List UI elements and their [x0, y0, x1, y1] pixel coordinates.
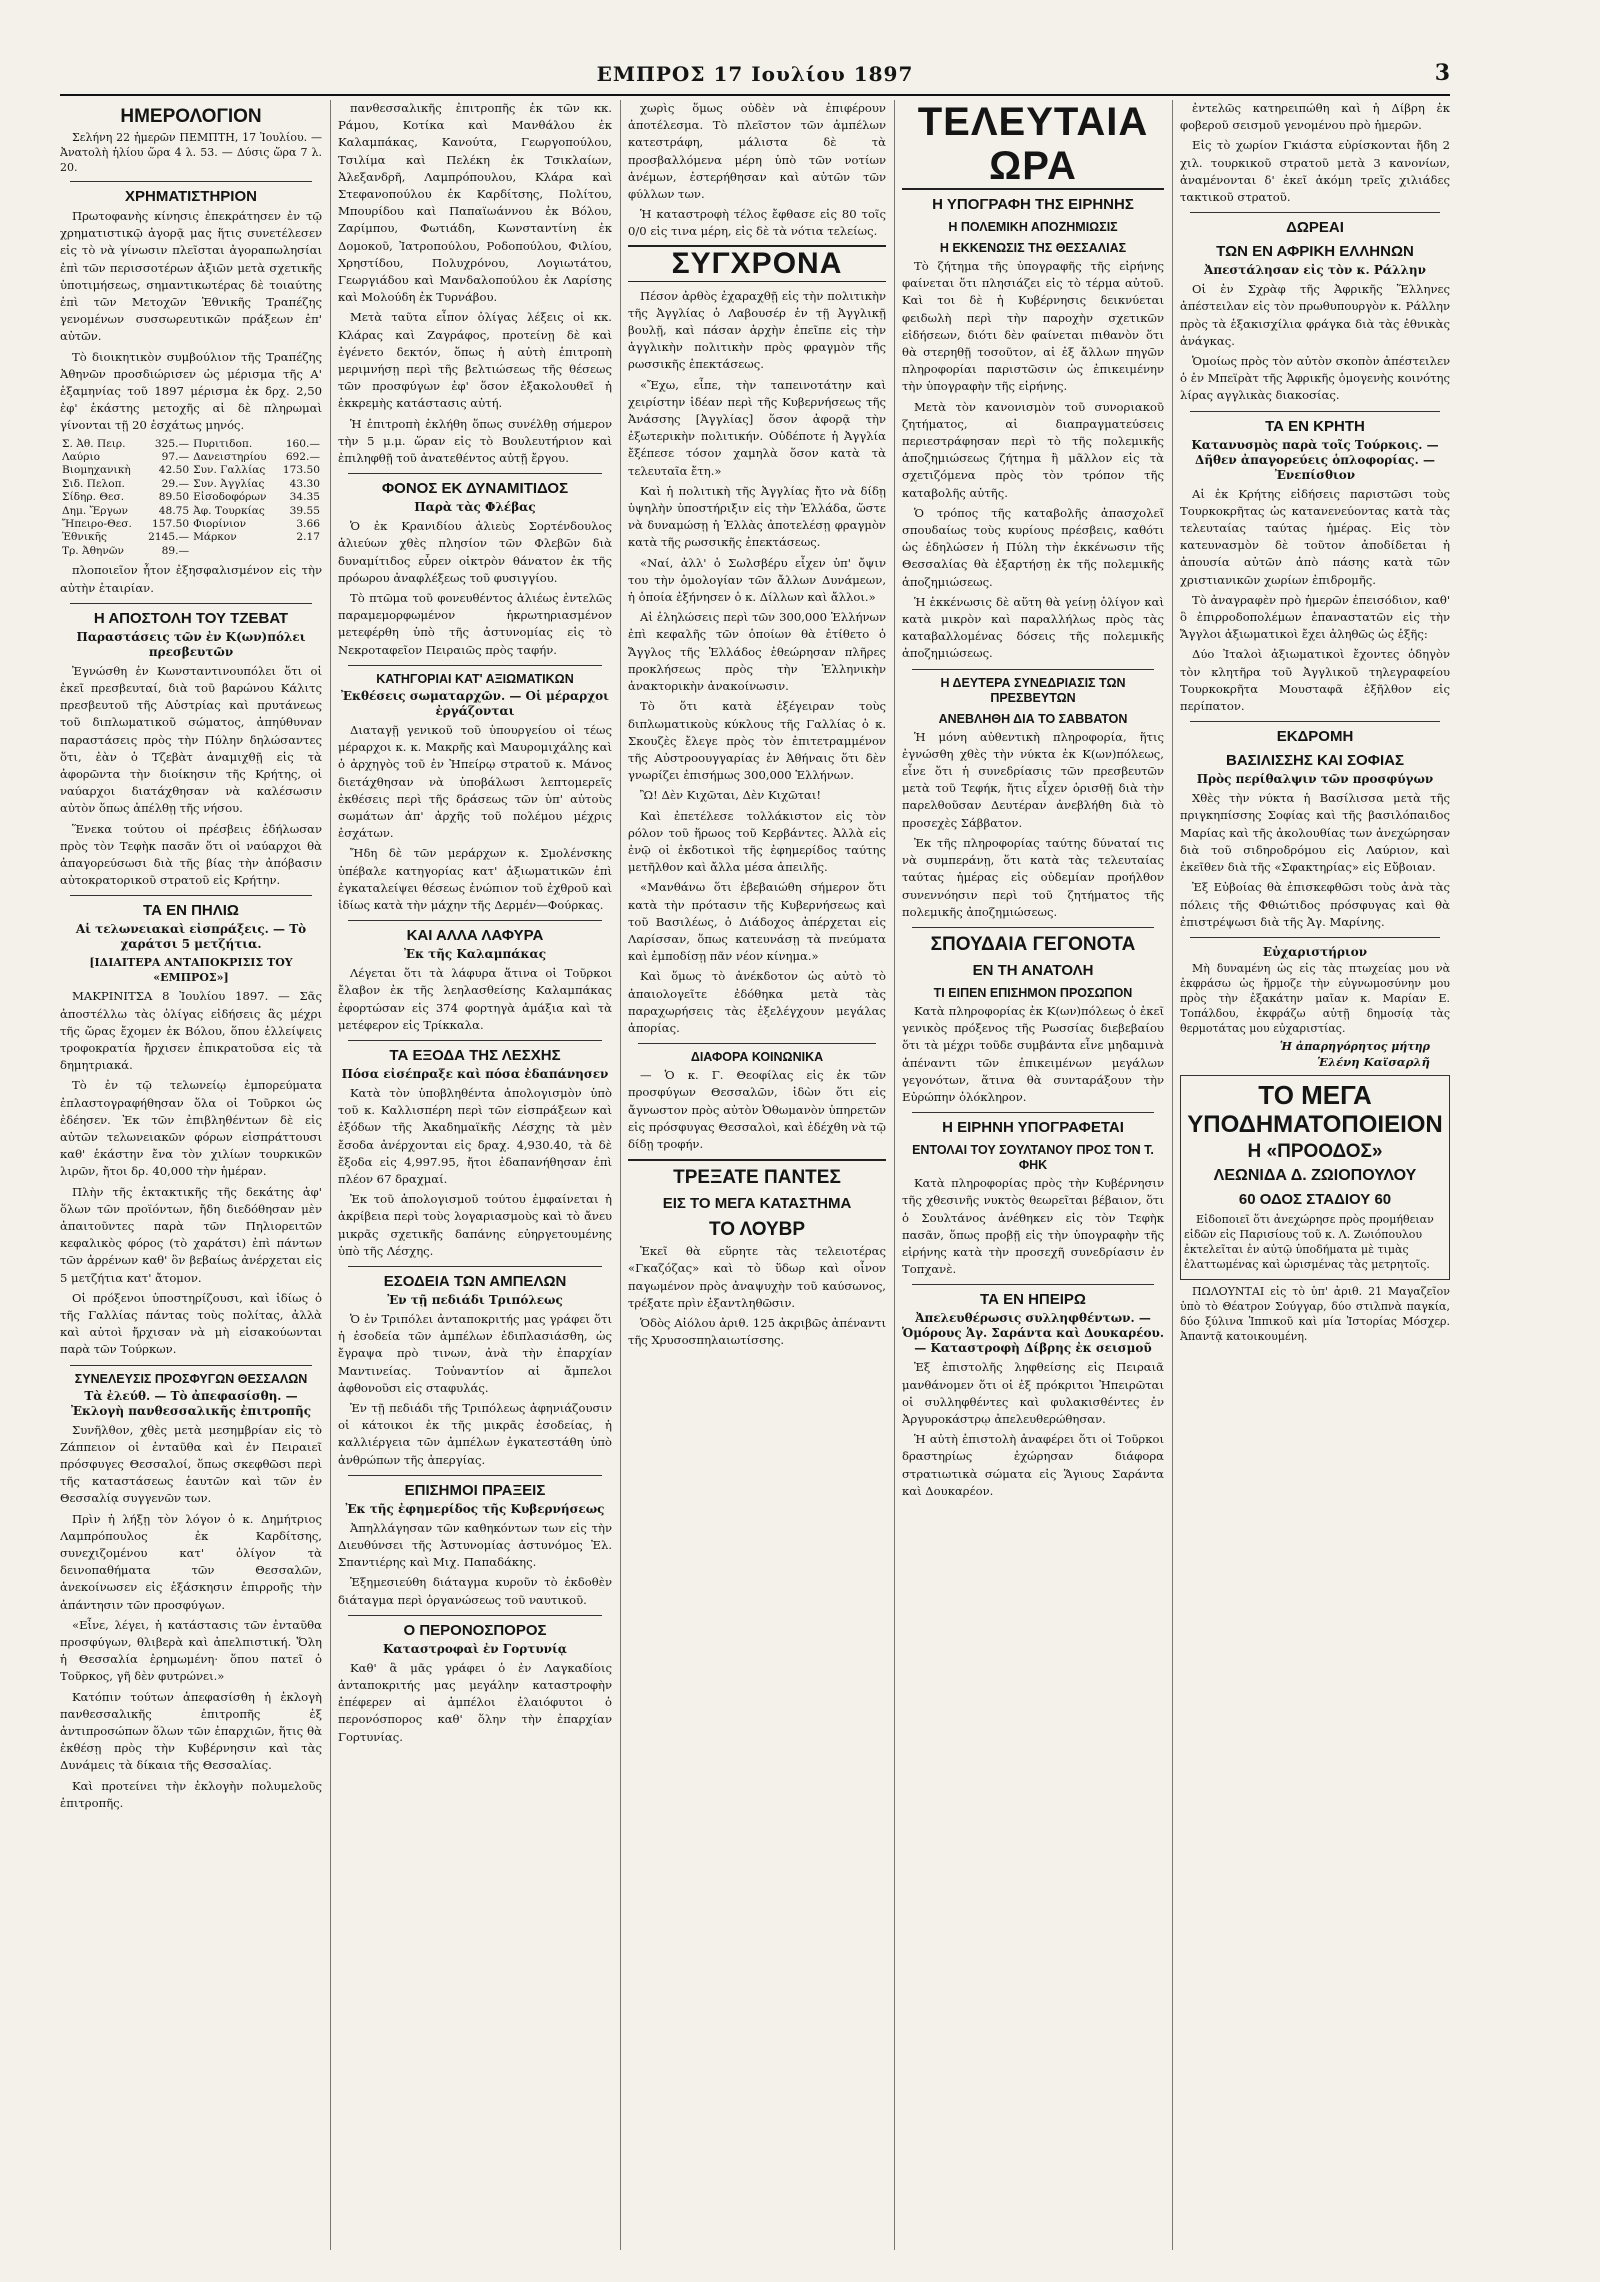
section-subheading: Καταστροφαὶ ἐν Γορτυνίᾳ [382, 1641, 568, 1656]
column-rule [330, 100, 331, 2250]
thanks-signature-name: Ἑλένη Καϊσαρλῆ [1317, 1055, 1430, 1070]
section-heading: ΤΑ ΕΝ ΚΡΗΤΗ [1265, 417, 1365, 435]
price-row [60, 531, 322, 544]
article-paragraph: Καὶ ἡ πολιτικὴ τῆς Ἀγγλίας ἤτο νὰ δίδῃ ὑψηλὴν ὑποστήριξιν εἰς τὴν Ἑλλάδα, ὥστε νὰ δυναμώσῃ ἡ Ἑλλὰς ἀποτελέσῃ φραγμὸν κατὰ τῆς ρωσσικῆς ἐπεκτάσεως. [628, 483, 886, 550]
column-3 [628, 100, 886, 2250]
ad-line: ΥΠΟΔΗΜΑΤΟΠΟΙΕΙΟΝ [1187, 1111, 1443, 1139]
divider [912, 1112, 1154, 1113]
price-label: Μάρκον [193, 531, 237, 544]
price-value: 3.66 [296, 518, 320, 531]
price-value: 89.— [161, 544, 190, 557]
article-paragraph: Τὸ ζήτημα τῆς ὑπογραφῆς τῆς εἰρήνης φαίνεται ὅτι πλησιάζει εἰς τὸ τέρμα αὐτοῦ. Καὶ τοι δὲ ἡ Κυβέρνησις δεικνύεται φειδωλὴ περὶ τὴν παροχὴν σχετικῶν εἰδήσεων, διότι δὲν φαίνεται πιθανὸν ὅτι θὰ στερηθῇ τοσοῦτον, αἱ ἐξ ἄλλων πηγῶν πληροφορίαι παριστῶσιν ὡς ἐπικειμένην τὴν ὑπογραφὴν τῆς εἰρήνης. [902, 259, 1164, 394]
price-value: 34.35 [289, 491, 320, 504]
price-row [60, 464, 322, 477]
price-table [60, 438, 322, 559]
section-heading: ΚΑΙ ΑΛΛΑ ΛΑΦΥΡΑ [406, 927, 544, 945]
divider [348, 1475, 602, 1476]
ad-heading: ΤΡΕΞΑΤΕ ΠΑΝΤΕΣ [673, 1167, 841, 1189]
divider [628, 1159, 886, 1161]
section-subheading: Ἐκ τῆς ἐφημερίδος τῆς Κυβερνήσεως [345, 1501, 605, 1516]
section-subheading: Τὰ ἐλεύθ. — Τὸ ἀπεφασίσθη. — Ἐκλογὴ πανθεσσαλικῆς ἐπιτροπῆς [71, 1388, 311, 1418]
article-paragraph: Αἱ ἐκ Κρήτης εἰδήσεις παριστῶσι τοὺς Τουρκοκρῆτας ὡς κατανενεύοντας κατὰ τὰς τελευταίας ταύτας ἡμέρας. Εἰς τὸν κατευνασμὸν δὲ τοῦτον ἀποδίδεται ἡ ἀπουσία αὐτῶν ἀπὸ πάσης κατὰ τῶν χριστιανικῶν χωρίων ἐπιδρομῆς. [1180, 486, 1450, 587]
price-label: Λαύριο [62, 451, 101, 464]
column-rule [1172, 100, 1173, 2250]
divider [348, 1040, 602, 1041]
thanks-signature-line: Ἡ ἀπαρηγόρητος μήτηρ [1279, 1040, 1430, 1054]
price-row [60, 478, 322, 491]
column-4 [902, 100, 1164, 2250]
section-subheading: ΕΝΤΟΛΑΙ ΤΟΥ ΣΟΥΛΤΑΝΟΥ ΠΡΟΣ ΤΟΝ Τ. ΦΗΚ [912, 1143, 1154, 1173]
article-paragraph: Κατὰ πληροφορίας πρὸς τὴν Κυβέρνησιν τῆς χθεσινῆς νυκτὸς θεωρεῖται βέβαιον, ὅτι ὁ Σουλτάνος ἀνέθηκεν εἰς τὸν Τεφὴκ πασᾶν, ὅπως προβῇ εἰς τὴν ὑπογραφὴν τῆς εἰρήνης κατὰ τὴν προσεχῆ συνεδρίασιν ἐν Τοπχανὲ. [902, 1176, 1164, 1277]
price-value: 97.— [161, 451, 190, 464]
article-paragraph: ἐντελῶς κατηρειπώθη καὶ ἡ Δίβρη ἐκ φοβεροῦ σεισμοῦ γενομένου πρὸ ἡμερῶν. [1180, 101, 1450, 133]
section-heading: ΣΥΝΕΛΕΥΣΙΣ ΠΡΟΣΦΥΓΩΝ ΘΕΣΣΑΛΩΝ [74, 1371, 308, 1386]
ad-subheading: ΤΟ ΛΟΥΒΡ [708, 1219, 806, 1241]
ad-text: Ἐκεῖ θὰ εὕρητε τὰς τελειοτέρας «Γκαζόζας» καὶ τὸ ὕδωρ καὶ οἶνον παγωμένον πρὸς ἀναψυχὴν τοῦ καύσωνος, τρέξατε πρὶν ἐξαντληθῶσιν. [628, 1244, 886, 1310]
section-subheading: Η ΥΠΟΓΡΑΦΗ ΤΗΣ ΕΙΡΗΝΗΣ [932, 196, 1134, 213]
divider [638, 1043, 876, 1044]
section-heading: ΤΑ ΕΞΟΔΑ ΤΗΣ ΛΕΣΧΗΣ [389, 1046, 561, 1064]
section-subheading: Ἐκ τῆς Καλαμπάκας [403, 947, 547, 962]
article-paragraph: Ἐξ Εὐβοίας θὰ ἐπισκεφθῶσι τοὺς ἀνὰ τὰς πόλεις τῆς Φθιώτιδος πρόσφυγας καὶ θὰ ἐπιστρέψωσι διὰ τῆς Ἀγ. Μαρίνης. [1180, 880, 1450, 929]
article-paragraph: Κατόπιν τούτων ἀπεφασίσθη ἡ ἐκλογὴ πανθεσσαλικῆς ἐπιτροπῆς ἐξ ἀντιπροσώπων ὅλων τῶν ἐπαρχιῶν, ἥτις θὰ ἐκθέσῃ πρὸς τὴν Κυβέρνησιν καὶ τὰς Δυνάμεις τὰ δίκαια τῆς Θεσσαλίας. [60, 1689, 322, 1773]
article-paragraph: Πέσον ἀρθὸς ἐχαραχθῇ εἰς τὴν πολιτικὴν τῆς Ἀγγλίας ὁ Λαβουσέρ ἐν τῇ Ἀγγλικῇ βουλῇ, καὶ πάσαν ἀρχὴν ἐπεῖπε εἰς τὴν ἀγγλικὴν πολιτικὴν πρὸς φραγμὸν τῆς ρωσσικῆς ἐπεκτάσεως. [628, 288, 886, 372]
article-paragraph: ΜΑΚΡΙΝΙΤΣΑ 8 Ἰουλίου 1897. — Σᾶς ἀποστέλλω τὰς ὀλίγας εἰδήσεις ἃς μέχρι τῆς ὥρας ἔχομεν ἐκ Βόλου, ὅπου ἐλλείψεις τροφοκρατία ἤρχισεν ἐπικρατοῦσα εἰς τὰ δημητριακά. [60, 989, 322, 1073]
section-heading: ΔΙΑΦΟΡΑ ΚΟΙΝΩΝΙΚΑ [690, 1050, 824, 1065]
price-label: Σιδ. Πελοπ. [62, 477, 125, 490]
price-value: 2145.— [148, 531, 190, 544]
calendar-heading: ΗΜΕΡΟΛΟΓΙΟΝ [120, 106, 262, 127]
divider [912, 927, 1154, 928]
price-value: 43.30 [289, 477, 320, 490]
divider [70, 181, 312, 182]
article-paragraph: Κατὰ τὸν ὑποβληθέντα ἀπολογισμὸν ὑπὸ τοῦ κ. Καλλισπέρη περὶ τῶν εἰσπράξεων καὶ ἐξόδων τῆς Ἀκαδημαϊκῆς Λέσχης τὰ μὲν ἔσοδα ἀνέρχονται εἰς δραχ. 4,930.40, τὰ δὲ ἔξοδα εἰς 4,997.95, ἤτοι ἐδαπανήθησαν ἐπὶ πλέον 67 δραχμαί. [338, 1085, 612, 1186]
divider [1190, 411, 1440, 412]
column-rule [894, 100, 895, 2250]
article-paragraph: Ἐκ τοῦ ἀπολογισμοῦ τούτου ἐμφαίνεται ἡ ἀκρίβεια περὶ τοὺς λογαριασμοὺς καὶ τὸ ἄνευ μικρᾶς σχετικῆς δαπάνης εὐηργετουμένης ὑπὸ τῆς Λέσχης. [338, 1192, 612, 1258]
price-value: 29.— [161, 477, 190, 490]
price-value: 692.— [285, 451, 320, 464]
article-paragraph: Ὢ! Δὲν Κιχῶται, Δὲν Κιχῶται! [640, 788, 822, 803]
price-value: 173.50 [282, 464, 320, 477]
article-paragraph: Ἐκ τῆς πληροφορίας ταύτης δύναταί τις νὰ συμπεράνῃ, ὅτι κατὰ τὰς τελευταίας ταύτας ἡμέρας εἰς οὐδεμίαν προήλθον συνεννόησιν περὶ τοῦ ζητήματος τῆς πολεμικῆς ἀποζημιώσεως. [902, 835, 1164, 919]
article-paragraph: Πρὶν ἡ λήξῃ τὸν λόγον ὁ κ. Δημήτριος Λαμπρόπουλος ἐκ Καρδίτσης, συνεχιζομένου κατ' ὀλίγον τὰ δεινοπαθήματα τῶν Θεσσαλῶν, ἀνεκοίνωσεν εἰς ἐξάσκησιν ἐπιρροῆς τὴν ἀπάντησιν τῶν προσφύγων. [60, 1511, 322, 1612]
article-paragraph: Ἡ ἐκκένωσις δὲ αὕτη θὰ γείνῃ ὀλίγον καὶ κατὰ μικρὸν καὶ παραλλήλως πρὸς τὰς καταβαλλομένας δόσεις τῆς πολεμικῆς ἀποζημιώσεως. [902, 594, 1164, 661]
divider [348, 473, 602, 474]
price-value [277, 545, 322, 558]
price-row [60, 545, 322, 558]
section-heading: ΤΑ ΕΝ ΗΠΕΙΡΩ [980, 1291, 1086, 1309]
price-label [191, 545, 277, 558]
section-subheading: Ἐκθέσεις σωματαρχῶν. — Οἱ μέραρχοι ἐργάζονται [341, 688, 609, 718]
article-paragraph: Ἤδη δὲ τῶν μεράρχων κ. Σμολένσκης ὑπέβαλε κατηγορίας κατ' ἀξιωματικῶν ἐπὶ ἐγκαταλείψει θέσεως ἐνώπιον τοῦ ἐχθροῦ καὶ ἰδίως κατὰ τὴν μάχην τῆς Δερμέν—Φούρκας. [338, 846, 612, 912]
divider [912, 1284, 1154, 1285]
price-label: Σίδηρ. Θεσ. [62, 491, 125, 504]
column-rule [620, 100, 621, 2250]
price-label: Συν. Ἀγγλίας [193, 477, 265, 490]
section-subheading: ΕΝ ΤΗ ΑΝΑΤΟΛΗ [972, 961, 1094, 979]
price-value: 160.— [285, 437, 320, 450]
section-heading: ΔΩΡΕΑΙ [1286, 219, 1344, 237]
ad-line: Η «ΠΡΟΟΔΟΣ» [1247, 1141, 1383, 1163]
divider [70, 895, 312, 896]
thanks-heading: Εὐχαριστήριον [1262, 944, 1368, 959]
price-label: Δανειστηρίου [193, 451, 267, 464]
price-row [60, 518, 322, 531]
article-paragraph: Ἐν τῇ πεδιάδι τῆς Τριπόλεως ἀφηνιάζουσιν οἱ κάτοικοι ἐκ τῆς μικρᾶς ἐσοδείας, ἡ καλλιέργεια τῶν ἀμπέλων ἐγκατεστάθη ὑπὸ ἀνθρώπων τῆς ἀπεργίας. [338, 1400, 612, 1467]
article-paragraph: Δύο Ἰταλοὶ ἀξιωματικοὶ ἔχοντες ὁδηγὸν τὸν κλητῆρα τοῦ Ἀγγλικοῦ τηλεγραφείου Τουρκοκρῆτα Μουσταφᾶ ἐξῆλθον εἰς περίπατον. [1180, 647, 1450, 714]
section-subheading: [ΙΔΙΑΙΤΕΡΑ ΑΝΤΑΠΟΚΡΙΣΙΣ ΤΟΥ «ΕΜΠΡΟΣ»] [89, 956, 293, 985]
price-label: Τρ. Ἀθηνῶν [62, 544, 124, 557]
article-paragraph: Κατὰ πληροφορίας ἐκ Κ(ων)πόλεως ὁ ἐκεῖ γενικὸς πρόξενος τῆς Ρωσσίας διεβεβαίου ὅτι τὰ μέχρι τοῦδε συμβάντα εἶνε μηδαμινὰ ἀπέναντι τῶν ἐπικειμένων μεγάλων γεγονότων, ἅτινα θὰ συνταράξουν τὴν Εὐρώπην ὁλόκληρον. [902, 1003, 1164, 1104]
calendar-text: Σελήνη 22 ἡμερῶν ΠΕΜΠΤΗ, 17 Ἰουλίου. — Ἀνατολὴ ἡλίου ὥρα 4 λ. 53. — Δύσις ὥρα 7 λ. 20. [60, 131, 322, 174]
article-paragraph: Πλὴν τῆς ἐκτακτικῆς τῆς δεκάτης ἀφ' ὅλων τῶν προϊόντων, ἤδη διεδόθησαν μὲν ἀπαιτοῦντες παρὰ τῶν Πηλιορειτῶν κεφαλικὸς φόρος (τὸ χαράτσι) ἐπὶ πάντων τῶν ἀρρένων καθ' ὃν βεβαίως ἀνέρχεται εἰς 5 μετζήτια κατ' ἄτομον. [60, 1184, 322, 1285]
section-heading: ΕΠΙΣΗΜΟΙ ΠΡΑΞΕΙΣ [404, 1481, 546, 1499]
section-heading: ΦΟΝΟΣ ΕΚ ΔΥΝΑΜΙΤΙΔΟΣ [381, 480, 569, 498]
classified-text: ΠΩΛΟΥΝΤΑΙ εἰς τὸ ὑπ' ἀριθ. 21 Μαγαζεῖον ὑπὸ τὸ Θέατρον Σούγγαρ, δύο στιλπνὰ παγκία, δύο ξύλινα Ἱππικοῦ καὶ μία Ἱστορίας Μόσχερ. Ἀπαντᾷ κατοικουμένη. [1180, 1285, 1450, 1344]
article-paragraph: Ἡ ἐπιτροπὴ ἐκλήθη ὅπως συνέλθῃ σήμερον τὴν 5 μ.μ. ὥραν εἰς τὸ Βουλευτήριον καὶ ἐπιληφθῇ τοῦ ἀνατεθέντος αὐτῇ ἔργου. [338, 416, 612, 466]
article-paragraph: Καὶ προτείνει τὴν ἐκλογὴν πολυμελοῦς ἐπιτροπῆς. [60, 1778, 322, 1810]
divider [1190, 721, 1440, 722]
article-paragraph: Ἀπηλλάγησαν τῶν καθηκόντων των εἰς τὴν Διευθύνσει τῆς Ἀστυνομίας ἀστυνόμος Ἐλ. Σπαντιέρης καὶ Μιχ. Παπαδάκης. [338, 1520, 612, 1570]
price-label: Συν. Γαλλίας [193, 464, 266, 477]
syghrona-heading: ΣΥΓΧΡΟΝΑ [628, 245, 886, 282]
price-label: Ἤπειρο-Θεσ. [62, 518, 132, 531]
article-paragraph: Ἡ αὐτὴ ἐπιστολὴ ἀναφέρει ὅτι οἱ Τοῦρκοι δραστηρίως ἐχώρησαν διάφορα στρατιωτικὰ σώματα εἰς Ἅγιους Σαράντα καὶ Δουκαρέον. [902, 1432, 1164, 1498]
section-subheading: Παραστάσεις τῶν ἐν Κ(ων)πόλει πρεσβευτῶν [76, 629, 306, 659]
article-paragraph: Ἐγνώσθη ἐν Κωνσταντινουπόλει ὅτι οἱ ἐκεῖ πρεσβευταί, διὰ τοῦ βαρώνου Κάλιτς πρεσβευτοῦ τῆς Αὐστρίας καὶ πρυτάνεως τοῦ διπλωματικοῦ σώματος, ἀπηύθυναν παραστάσεις πρὸς τὴν Πύλην δηλώσαντες ὅτι, ἐὰν ὁ Τζεβὰτ ἀναμιχθῇ εἰς τὰ ἀφορῶντα τὴν διοίκησιν τῆς Κρήτης, οἱ ναύαρχοι διατάχθησαν νὰ καλέσωσιν αὐτὸν ὅπως ἀπέλθῃ τῆς νήσου. [60, 663, 322, 816]
price-row [60, 438, 322, 451]
divider [1190, 937, 1440, 938]
price-label: Δημ. Ἔργων [62, 504, 128, 517]
column-1 [60, 100, 322, 2250]
article-paragraph: Ἡ μόνη αὐθεντικὴ πληροφορία, ἥτις ἐγνώσθη χθὲς τὴν νύκτα ἐκ Κ(ων)πόλεως, εἶνε ὅτι ἡ συνεδρίασις τῶν πρεσβευτῶν μετὰ τοῦ Τεφήκ, ἥτις εἶχεν ὁρισθῇ διὰ τὴν παρελθοῦσαν Δευτέραν ἀνεβλήθη διὰ τὸ προσεχὲς Σάββατον. [902, 729, 1164, 830]
price-row [60, 451, 322, 464]
column-5 [1180, 100, 1450, 2250]
divider [348, 1266, 602, 1267]
ad-line: 60 ΟΔΟΣ ΣΤΑΔΙΟΥ 60 [1238, 1191, 1392, 1209]
masthead-title: ΕΜΠΡΟΣ 17 Ιουλίου 1897 [596, 62, 914, 86]
shoe-shop-ad [1180, 1075, 1450, 1280]
article-paragraph: χωρὶς ὅμως οὐδὲν νὰ ἐπιφέρουν ἀποτέλεσμα. Τὸ πλεῖστον τῶν ἀμπέλων κατεστράφη, μάλιστα δὲ τὰ προσβαλλόμενα μέρη ὑπὸ τῶν νοτίων ἀνέμων, ἐστερήθησαν καὶ αὐτῶν τῶν φύλλων των. [628, 101, 886, 202]
article-paragraph: Αἱ ἐληλώσεις περὶ τῶν 300,000 Ἑλλήνων ἐπὶ κεφαλῆς τῶν ὁποίων θὰ ἐτίθετο ὁ Ἄγγλος τῆς Ἑλλάδος ἐθεώρησαν πλῆρες προκλήσεως πρὸς τὴν Ἑλληνικὴν ἀνακτορικὴν ἀνακοίνωσιν. [628, 610, 886, 694]
section-subheading: ΒΑΣΙΛΙΣΣΗΣ ΚΑΙ ΣΟΦΙΑΣ [1226, 752, 1404, 770]
price-label: Εἰσοδοφόρων [193, 491, 267, 504]
ad-subheading: ΕΙΣ ΤΟ ΜΕΓΑ ΚΑΤΑΣΤΗΜΑ [662, 1195, 852, 1213]
thanks-text: Μὴ δυναμένη ὡς εἰς τὰς πτωχείας μου νὰ ἐκφράσω ὡς ἥρμοζε τὴν εὐγνωμοσύνην μου πρὸς τὴν ἐξακάτην μαῖαν κ. Μαρίαν Ε. Τοπάλδου, ἐκφράζω αὐτῇ δημοσίᾳ τὰς θερμοτάτας μου εὐχαριστίας. [1180, 962, 1450, 1036]
section-subheading: Η ΠΟΛΕΜΙΚΗ ΑΠΟΖΗΜΙΩΣΙΣ [948, 220, 1118, 234]
article-paragraph: Ἕνεκα τούτου οἱ πρέσβεις ἐδήλωσαν πρὸς τὸν Τεφὴκ πασᾶν ὅτι οἱ ναύαρχοι θὰ ἀπαγορεύσωσι διὰ τῆς βίας τὴν ἀπόβασιν αὐτοκρατορικοῦ στρατοῦ εἰς Κρήτην. [60, 821, 322, 888]
article-paragraph: «Ναί, ἀλλ' ὁ Σωλσβέρυ εἶχεν ὑπ' ὄψιν του τὴν ὁμολογίαν τῶν ἄλλων Δυνάμεων, ἡ ὁποία ἐξήνησεν ὁ κ. Δίλλων καὶ ἄλλοι.» [628, 555, 886, 605]
price-label: Φιορίνιον [193, 518, 247, 531]
article-paragraph: Οἱ ἐν Σχρὰφ τῆς Ἀφρικῆς Ἕλληνες ἀπέστειλαν εἰς τὸν πρωθυπουργὸν κ. Ράλλην πρὸς τὰ ἑξακισχίλια φράγκα διὰ τὰς ἐθνικὰς ἀνάγκας. [1180, 282, 1450, 348]
price-value: 39.55 [289, 504, 320, 517]
section-subheading: Η ΔΕΥΤΕΡΑ ΣΥΝΕΔΡΙΑΣΙΣ ΤΩΝ ΠΡΕΣΒΕΥΤΩΝ [940, 675, 1126, 705]
section-subheading: Ἀπελευθέρωσις συλληφθέντων. — Ὁμόρους Ἁγ. Σαράντα καὶ Δουκαρέου. — Καταστροφὴ Δίβρης ἐκ σεισμοῦ [902, 1311, 1164, 1356]
section-subheading: ΤΙ ΕΙΠΕΝ ΕΠΙΣΗΜΟΝ ΠΡΟΣΩΠΟΝ [933, 985, 1133, 1000]
section-subheading: ΤΩΝ ΕΝ ΑΦΡΙΚΗ ΕΛΛΗΝΩΝ [1216, 243, 1414, 261]
last-hour-heading: ΤΕΛΕΥΤΑΙΑ ΩΡΑ [902, 100, 1164, 190]
price-value: 48.75 [158, 504, 190, 517]
divider [1190, 212, 1440, 213]
article-paragraph: Πρωτοφανὴς κίνησις ἐπεκράτησεν ἐν τῷ χρηματιστικῷ ἀγορᾷ μας ἥτις συνετέλεσεν εἰς τὸ νὰ γίνωσιν πλεῖσται ἀγοραπωλησίαι ἐπὶ τῶν περισσοτέρων ἀξιῶν μετὰ σχετικῆς ὑποτιμήσεως, σημαντικωτέρας δὲ τοιαύτης ἐπὶ τῶν Μετοχῶν Ἐθνικῆς Τραπέζης γενομένων συσσωρευτικῶν πράξεων ἐπ' αὐτῶν. [60, 209, 322, 344]
price-value: 325.— [154, 437, 190, 450]
divider [348, 665, 602, 666]
article-paragraph: «Ἔχω, εἶπε, τὴν ταπεινοτάτην καὶ χειρίστην ἰδέαν περὶ τῆς Κυβερνήσεως τῆς Ἀνάσσης [Ἀγγλίας] ὅσον ἀφορᾷ τὴν ἐξωτερικὴν πολιτικήν. Οὐδέποτε ἡ Ἀγγλία ἔξέπεσε τόσον χαμηλὰ ὅσον κατὰ τὰ τελευταῖα ἔτη.» [628, 377, 886, 478]
price-value: 2.17 [296, 531, 320, 544]
section-subheading: Η ΕΚΚΕΝΩΣΙΣ ΤΗΣ ΘΕΣΣΑΛΙΑΣ [939, 241, 1127, 255]
section-subheading: Κατανυσμὸς παρὰ τοῖς Τούρκοις. — Δῆθεν ἀπαγορεύεις ὁπλοφορίας. — Ἐνεπίσθιον [1191, 437, 1439, 482]
article-paragraph: Ὁ ἐν Τριπόλει ἀνταποκριτής μας γράφει ὅτι ἡ ἐσοδεία τῶν ἀμπέλων ἐδιπλασιάσθη, ὡς ἔγραψα πρὸ τινων, ἀνὰ τὴν ἐπαρχίαν Μαντινείας. Τοὐναντίον αἱ ἄμπελοι ἀφθονοῦσι εἰς σταφυλάς. [338, 1311, 612, 1395]
price-label: Σ. Ἀθ. Πειρ. [62, 437, 126, 450]
article-paragraph: Διαταγῇ γενικοῦ τοῦ ὑπουργείου οἱ τέως μέραρχοι κ. κ. Μακρῆς καὶ Μαυρομιχάλης καὶ ὁ ἀρχηγὸς τοῦ ἐν Ἠπείρῳ στρατοῦ κ. Μάνος διετάχθησαν νὰ ὑποβάλωσι λεπτομερεῖς ἐκθέσεις περὶ τῆς δράσεως τῶν ὑπ' αὐτοὺς σωμάτων ἀπ' ἀρχῆς τοῦ πολέμου μέχρις ἐσχάτων. [338, 722, 612, 841]
article-paragraph: Ἐξημεσιεύθη διάταγμα κυροῦν τὸ ἐκδοθὲν διάταγμα περὶ ὀργανώσεως τοῦ ναυτικοῦ. [338, 1575, 612, 1607]
article-paragraph: Καὶ ἐπετέλεσε τολλάκιστον εἰς τὸν ρόλον τοῦ ἥρωος τοῦ Κερβάντες. Ἀλλὰ εἰς ἐνῷ οἱ ἐκδοτικοὶ τῆς ἐφημερίδος ταύτης μετῆλθον καὶ ἄλλα μέσα ἀπειλῆς. [628, 808, 886, 875]
article-paragraph: Λέγεται ὅτι τὰ λάφυρα ἅτινα οἱ Τοῦρκοι ἔλαβον ἐκ τῆς λεηλασθείσης Καλαμπάκας ἐφορτώσαν εἰς 374 φορτηγὰ ἁμάξια καὶ τὰ μετέφερον εἰς Τρίκκαλα. [338, 966, 612, 1032]
article-paragraph: Ἡ καταστροφὴ τέλος ἔφθασε εἰς 80 τοῖς 0/0 εἰς τινα μέρη, εἰς δὲ τὰ νότια τελείως. [628, 207, 886, 239]
article-paragraph: Ὁ τρόπος τῆς καταβολῆς ἀπασχολεῖ σπουδαίως τοὺς κυρίους πρέσβεις, καθότι ὡς ἐδηλώσεν ἡ Πύλη τὴν ἐκκένωσιν τῆς Θεσσαλίας θὰ ἐξαρτήσῃ ἐκ τῆς πολεμικῆς ἀποζημιώσεως. [902, 505, 1164, 589]
price-value: 42.50 [158, 464, 190, 477]
divider [70, 603, 312, 604]
section-heading: Ο ΠΕΡΟΝΟΣΠΟΡΟΣ [403, 1621, 547, 1639]
article-paragraph: Συνῆλθον, χθὲς μετὰ μεσημβρίαν εἰς τὸ Ζάππειον οἱ ἐνταῦθα καὶ ἐν Πειραιεῖ πρόσφυγες Θεσσαλοί, ὅπως σκεφθῶσι περὶ τῆς καταστάσεως ἑαυτῶν καὶ τῶν ἐν Θεσσαλίᾳ συγγενῶν των. [60, 1422, 322, 1506]
article-paragraph: πανθεσσαλικῆς ἐπιτροπῆς ἐκ τῶν κκ. Ράμου, Κοτίκα καὶ Μανθάλου ἐκ Καλαμπάκας, Κανούτα, Γεωργοπούλου, Τσιλίμα καὶ Πελέκη ἐκ Τσικλαίων, Ἀλεξανδρῆ, Λαμπρόπουλου, Κλάρα καὶ Στεφανοπούλου ἐκ Καρδίτσης, Πολίτου, Μπουρίδου καὶ Παπαϊωάννου ἐκ Βόλου, Ζαρίμπου, Φωτιάδη, Κωνσταντίνη ἐκ Δομοκοῦ, Ἰατροπούλου, Ροδοπούλου, Φιλίου, Χρηστίδου, Πολυχρόνου, Λογιωτάτου, Γεωργιάδου καὶ Μανδαλοπούλου ἐκ Λαρίσης καὶ Μολούδη ἐκ Τυρνάβου. [338, 101, 612, 305]
ad-line: ΛΕΩΝΙΔΑ Δ. ΖΩΙΟΠΟΥΛΟΥ [1213, 1167, 1417, 1185]
price-label: Ἀφ. Τουρκίας [193, 504, 265, 517]
section-subheading: Ἐν τῇ πεδιάδι Τριπόλεως [387, 1292, 563, 1307]
divider [912, 669, 1154, 670]
section-heading: ΤΑ ΕΝ ΠΗΛΙΩ [143, 902, 239, 920]
article-paragraph: Χθὲς τὴν νύκτα ἡ Βασίλισσα μετὰ τῆς πριγκηπίσσης Σοφίας καὶ τῆς βασιλόπαιδος Μαρίας καὶ τῆς ἀκολουθίας των ἀνεχώρησαν διὰ τοῦ σιδηροδρόμου εἰς Λαύριον, καὶ ἐκεῖθεν διὰ τῆς «Σφακτηρίας» εἰς Εὔβοιαν. [1180, 791, 1450, 875]
price-label: Πυριτιδοπ. [193, 437, 253, 450]
article-paragraph: Ὁμοίως πρὸς τὸν αὐτὸν σκοπὸν ἀπέστειλεν ὁ ἐν Μπεϊρὰτ τῆς Ἀφρικῆς ὁμογενὴς κοινότης λίρας αγγλικὰς διακοσίας. [1180, 354, 1450, 403]
article-paragraph: Μετὰ τὸν κανονισμὸν τοῦ συνοριακοῦ ζητήματος, αἱ διαπραγματεύσεις περιεστράφησαν περὶ τὸ τῆς πολεμικῆς ἀποζημιώσεως ζήτημα ἢ μᾶλλον εἰς τὰ σχετιζόμενα πρὸς τὸν τρόπον τῆς καταβολῆς αὐτῆς. [902, 399, 1164, 500]
article-paragraph: Ἐξ ἐπιστολῆς ληφθείσης εἰς Πειραιᾶ μανθάνομεν ὅτι οἱ ἐξ πρόκριτοι Ἠπειρῶται οἱ συλληφθέντες καὶ φυλακισθέντες ἐν Ἀργυροκάστρῳ ἀπελευθερώθησαν. [902, 1360, 1164, 1426]
section-subheading: Παρὰ τὰς Φλέβας [414, 500, 536, 515]
section-heading: ΣΠΟΥΔΑΙΑ ΓΕΓΟΝΟΤΑ [930, 933, 1136, 955]
article-paragraph: Μετὰ ταῦτα εἶπον ὀλίγας λέξεις οἱ κκ. Κλάρας καὶ Ζαγράφος, προτείνῃ δὲ καὶ ἐγένετο δεκτόν, ὅπως ἡ αὐτὴ ἐπιτροπὴ μεριμνήσῃ περὶ τῆς βελτιώσεως τῆς θέσεως τῶν προσφύγων ἐφ' ὅσον ἐξακολουθεῖ ἡ ἐκκρεμὴς κατάστασις αὐτή. [338, 310, 612, 411]
market-heading: ΧΡΗΜΑΤΙΣΤΗΡΙΟΝ [125, 188, 257, 205]
ad-text: Εἰδοποιεῖ ὅτι ἀνεχώρησε πρὸς προμήθειαν εἰδῶν εἰς Παρισίους τοῦ κ. Λ. Ζωιόπουλου ἐκτελεῖται ἐν αὐτῷ ὑποδήματα μὲ τιμὰς ἐλαττωμένας καὶ ὡρισμένας τὰς μετρητοῖς. [1184, 1213, 1434, 1272]
section-subheading: Ἀπεστάλησαν εἰς τὸν κ. Ράλλην [1204, 263, 1426, 278]
price-row [60, 505, 322, 518]
divider [348, 920, 602, 921]
masthead [60, 60, 1450, 96]
article-paragraph: πλοποιεῖον ἦτον ἐξησφαλισμένον εἰς τὴν αὐτὴν ἑταιρίαν. [60, 563, 322, 595]
article-paragraph: Τὸ διοικητικὸν συμβούλιον τῆς Τραπέζης Ἀθηνῶν προσδιώρισεν ὡς μέρισμα τῆς Α' ἑξαμηνίας τοῦ 1897 μέρισμα ἐκ δρχ. 2,50 ἐφ' ἑκάστης μετοχῆς αἱ δὲ πληρωμαὶ γίνονται τῇ 20 ἐσχάτως μηνός. [60, 349, 322, 433]
article-paragraph: Τὸ ἀναγραφὲν πρὸ ἡμερῶν ἐπεισόδιον, καθ' ὃ ἐπιρροδοπολέμων ἐπαναστατῶν εἰς τὴν Ἄγγλοι ἀξιωματικοὶ ἔχει ἀληθῶς ὡς ἑξῆς: [1180, 592, 1450, 642]
price-label: Βιομηχανικὴ [62, 464, 131, 477]
ad-text: Ὁδὸς Αἰόλου ἀριθ. 125 ἀκριβῶς ἀπέναντι τῆς Χρυσοσπηλαιωτίσσης. [628, 1315, 886, 1348]
divider [348, 1615, 602, 1616]
article-paragraph: Τὸ ὅτι κατὰ ἐξέγειραν τοὺς διπλωματικοὺς κύκλους τῆς Γαλλίας ὁ κ. Σκουζὲς ἔλεγε πρὸς τὸν ἐπιτετραμμένον τῆς Αὐστροουγγαρίας ἐν Ἀθήναις ὅτι δὲν γνωρίζει ἐπισήμως 300,000 Ἑλλήνων. [628, 699, 886, 783]
section-heading: ΚΑΤΗΓΟΡΙΑΙ ΚΑΤ' ΑΞΙΩΜΑΤΙΚΩΝ [376, 671, 574, 686]
price-value: 157.50 [152, 518, 190, 531]
section-subheading: Αἱ τελωνειακαὶ εἰσπράξεις. — Τὸ χαράτσι 5 μετζήτια. [75, 922, 307, 952]
article-paragraph: «Εἶνε, λέγει, ἡ κατάστασις τῶν ἐνταῦθα προσφύγων, θλιβερὰ καὶ ἀπελπιστική. Ὅλη ἡ Θεσσαλία ἐρημωμένη· ὅπου πατεῖ ὁ Τοῦρκος, γῆ δὲν φυτρώνει.» [60, 1617, 322, 1684]
article-paragraph: Καθ' ἃ μᾶς γράφει ὁ ἐν Λαγκαδίοις ἀνταποκριτής μας μεγάλην καταστροφὴν ἐπέφερεν αἱ ἀμπέλοι ἐλαιόφυτοι ὁ περονόσπορος καθ' ὅλην τὴν ἐπαρχίαν Γορτυνίας. [338, 1660, 612, 1744]
article-paragraph: Ὁ ἐκ Κρανιδίου ἁλιεὺς Σορτένδουλος ἁλιεύων χθὲς πλησίον τῶν Φλεβῶν διὰ δυναμίτιδος εὗρεν οἰκτρὸν θάνατον ἐκ τῆς πρόωρου ἀναφλέξεως τοῦ φυσιγγίου. [338, 519, 612, 585]
price-label: Ἐθνικῆς [62, 531, 107, 544]
section-heading: ΕΣΟΔΕΙΑ ΤΩΝ ΑΜΠΕΛΩΝ [383, 1272, 567, 1290]
section-heading: ΕΚΔΡΟΜΗ [1276, 728, 1354, 746]
page-number: 3 [1434, 60, 1450, 86]
section-subheading: Πρὸς περίθαλψιν τῶν προσφύγων [1196, 772, 1434, 787]
article-paragraph: Καὶ ὅμως τὸ ἀνέκδοτον ὡς αὐτὸ τὸ ἀπαιολογεῖτε ἐδόθηκα μετὰ τὰς παραχωρήσεις τὰς ἐξελέγχουν μεγάλας ἀπορίας. [628, 969, 886, 1035]
price-row [60, 491, 322, 504]
section-heading: Η ΑΠΟΣΤΟΛΗ ΤΟΥ ΤΖΕΒΑΤ [93, 609, 289, 627]
section-subheading: ΑΝΕΒΛΗΘΗ ΔΙΑ ΤΟ ΣΑΒΒΑΤΟΝ [938, 711, 1128, 726]
column-2 [338, 100, 612, 2250]
ad-line: ΤΟ ΜΕΓΑ [1258, 1080, 1372, 1111]
section-subheading: Πόσα εἰσέπραξε καὶ πόσα ἐδαπάνησεν [341, 1066, 609, 1081]
article-paragraph: Εἰς τὸ χωρίον Γκιάστα εὑρίσκονται ἤδη 2 χιλ. τουρκικοῦ στρατοῦ μετὰ 3 κανονίων, ἀναμένονται δ' ἐκεῖ ἀκόμη τρεῖς χιλιάδες τακτικοῦ στρατοῦ. [1180, 138, 1450, 205]
article-paragraph: — Ὁ κ. Γ. Θεοφίλας εἰς ἐκ τῶν προσφύγων Θεσσαλῶν, ἰδὼν ὅτι εἰς ἄγνωστον πρὸς αὐτὸν Ὀθωμανὸν ὑπηρετῶν εἰς πρόσφυγας Θεσσαλοὶ, καὶ ἐδέχθη νὰ τῷ δίδῃ τροφήν. [628, 1068, 886, 1151]
article-paragraph: «Μανθάνω ὅτι ἐβεβαιώθη σήμερον ὅτι κατὰ τὴν πρότασιν τῆς Κυβερνήσεως καὶ τοῦ Βασιλέως, ὁ Διάδοχος ἀπέρχεται εἰς Λαρίσσαν, ὅπως κατευνάσῃ τὰ πνεύματα καὶ ἐμποδίσῃ πᾶν νέον κίνημα.» [628, 880, 886, 964]
article-paragraph: Τὸ ἐν τῷ τελωνείῳ ἐμπορεύματα ἐπλαστογραφήθησαν ὅλα οἱ Τοῦρκοι ὡς ἐδέησεν. Ἐκ τῶν ἐπιβληθέντων δὲ εἰς αὐτῶν τελωνειακῶν φόρων εἰσπράττουσι καθ' ἑκάστην ἔνα τὸν χιλίων τουρκικῶν λιρῶν, ἤτοι δρ. 40,000 τὴν ἡμέραν. [60, 1078, 322, 1179]
divider [70, 1365, 312, 1366]
article-paragraph: Οἱ πρόξενοι ὑποστηρίζουσι, καὶ ἰδίως ὁ τῆς Γαλλίας πάντας τοὺς πολίτας, ἀλλὰ καὶ αὐτοὶ ἤρχισαν νὰ μὴ εἰσακούωνται παρὰ τῶν Τούρκων. [60, 1290, 322, 1357]
price-value: 89.50 [158, 491, 190, 504]
section-heading: Η ΕΙΡΗΝΗ ΥΠΟΓΡΑΦΕΤΑΙ [942, 1119, 1124, 1137]
article-paragraph: Τὸ πτῶμα τοῦ φονευθέντος ἁλιέως ἐντελῶς παραμεμορφωμένον ἡκρωτηριασμένον μετεφέρθη ὑπὸ τῆς ἀστυνομίας εἰς τὸ Νεκροταφεῖον Πειραιῶς πρὸς ταφήν. [338, 591, 612, 657]
